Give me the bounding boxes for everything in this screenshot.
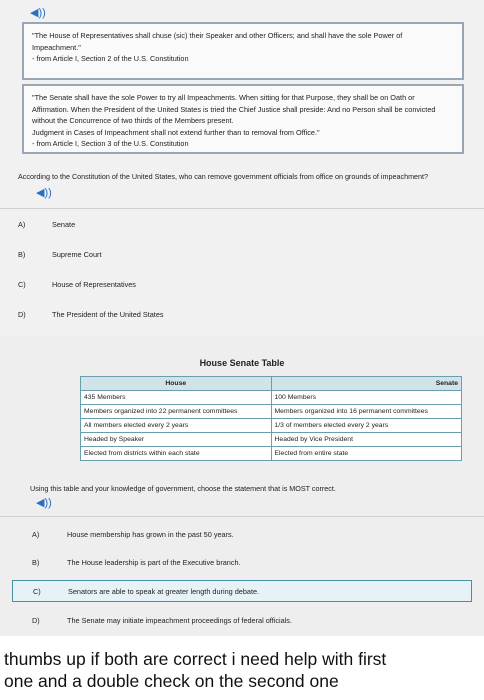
- choice-text: Senators are able to speak at greater length during debate.: [68, 587, 260, 596]
- question-text: According to the Constitution of the United States, who can remove government officials from office on grounds of impeachment?: [18, 172, 429, 181]
- speaker-icon[interactable]: ◀)): [30, 7, 46, 19]
- choice-text: House membership has grown in the past 50 years.: [67, 530, 234, 539]
- quote-line: "The House of Representatives shall chuse (sic) their Speaker and other Officers; and shall have the sole Power of: [32, 31, 403, 40]
- choice-d[interactable]: [12, 610, 472, 632]
- table-header-senate: Senate: [271, 377, 462, 391]
- quote-source: - from Article I, Section 3 of the U.S. Constitution: [32, 139, 189, 149]
- quote-line: without the Concurrence of two thirds of the Members present.: [32, 116, 234, 126]
- table-cell: 100 Members: [271, 391, 462, 405]
- choice-text: The House leadership is part of the Executive branch.: [67, 558, 241, 567]
- quote-source: - from Article I, Section 2 of the U.S. Constitution: [32, 54, 189, 64]
- choice-letter: A): [18, 220, 26, 229]
- table-row: [81, 419, 462, 433]
- choice-letter: B): [32, 558, 40, 567]
- quote-line: Judgment in Cases of Impeachment shall not extend further than to removal from Office.": [32, 127, 320, 137]
- divider: [0, 208, 484, 209]
- speaker-icon[interactable]: ◀)): [36, 187, 52, 199]
- choice-letter: C): [18, 280, 26, 289]
- choice-text: The President of the United States: [52, 310, 164, 319]
- table-cell: 435 Members: [81, 391, 272, 405]
- question-panel-1: [0, 0, 484, 336]
- choice-text: Senate: [52, 220, 76, 229]
- choice-text: Supreme Court: [52, 250, 102, 259]
- quote-line: Impeachment.": [32, 42, 81, 52]
- quote-box-article-1-section-2: [22, 22, 464, 80]
- post-caption: [0, 648, 484, 692]
- choice-letter: C): [33, 587, 41, 596]
- choice-a[interactable]: [12, 214, 472, 236]
- table-cell: Members organized into 16 permanent committees: [271, 405, 462, 419]
- table-cell: 1/3 of members elected every 2 years: [271, 419, 462, 433]
- divider: [0, 516, 484, 517]
- choice-b[interactable]: [12, 244, 472, 266]
- choice-d[interactable]: [12, 304, 472, 326]
- choice-letter: D): [18, 310, 26, 319]
- caption-line: thumbs up if both are correct i need help with first: [4, 649, 387, 669]
- choice-letter: D): [32, 616, 40, 625]
- table-title: House Senate Table: [199, 358, 285, 368]
- quote-line: Affirmation. When the President of the United States is tried the Chief Justice shall preside: And no Person shall be convicted: [32, 104, 436, 114]
- choice-c[interactable]: [12, 274, 472, 296]
- table-row: [81, 405, 462, 419]
- table-cell: Headed by Speaker: [81, 433, 272, 447]
- choice-letter: B): [18, 250, 26, 259]
- table-row: [81, 447, 462, 461]
- table-cell: Headed by Vice President: [271, 433, 462, 447]
- table-cell: All members elected every 2 years: [81, 419, 272, 433]
- table-row: [81, 433, 462, 447]
- question-text: Using this table and your knowledge of government, choose the statement that is MOST correct.: [30, 484, 336, 493]
- table-cell: Members organized into 22 permanent committees: [81, 405, 272, 419]
- choice-text: The Senate may initiate impeachment proceedings of federal officials.: [67, 616, 292, 625]
- choice-letter: A): [32, 530, 40, 539]
- choice-text: House of Representatives: [52, 280, 136, 289]
- house-senate-table: [80, 376, 462, 461]
- choice-c-selected[interactable]: [12, 580, 472, 602]
- table-cell: Elected from entire state: [271, 447, 462, 461]
- table-cell: Elected from districts within each state: [81, 447, 272, 461]
- choice-b[interactable]: [12, 552, 472, 574]
- quote-line: "The Senate shall have the sole Power to try all Impeachments. When sitting for that Purpose, they shall be on Oath or: [32, 93, 415, 102]
- caption-line: one and a double check on the second one: [4, 671, 339, 691]
- table-row: [81, 391, 462, 405]
- choice-a[interactable]: [12, 524, 472, 546]
- speaker-icon[interactable]: ◀)): [36, 497, 52, 509]
- table-header-house: House: [81, 377, 272, 391]
- quote-box-article-1-section-3: [22, 84, 464, 154]
